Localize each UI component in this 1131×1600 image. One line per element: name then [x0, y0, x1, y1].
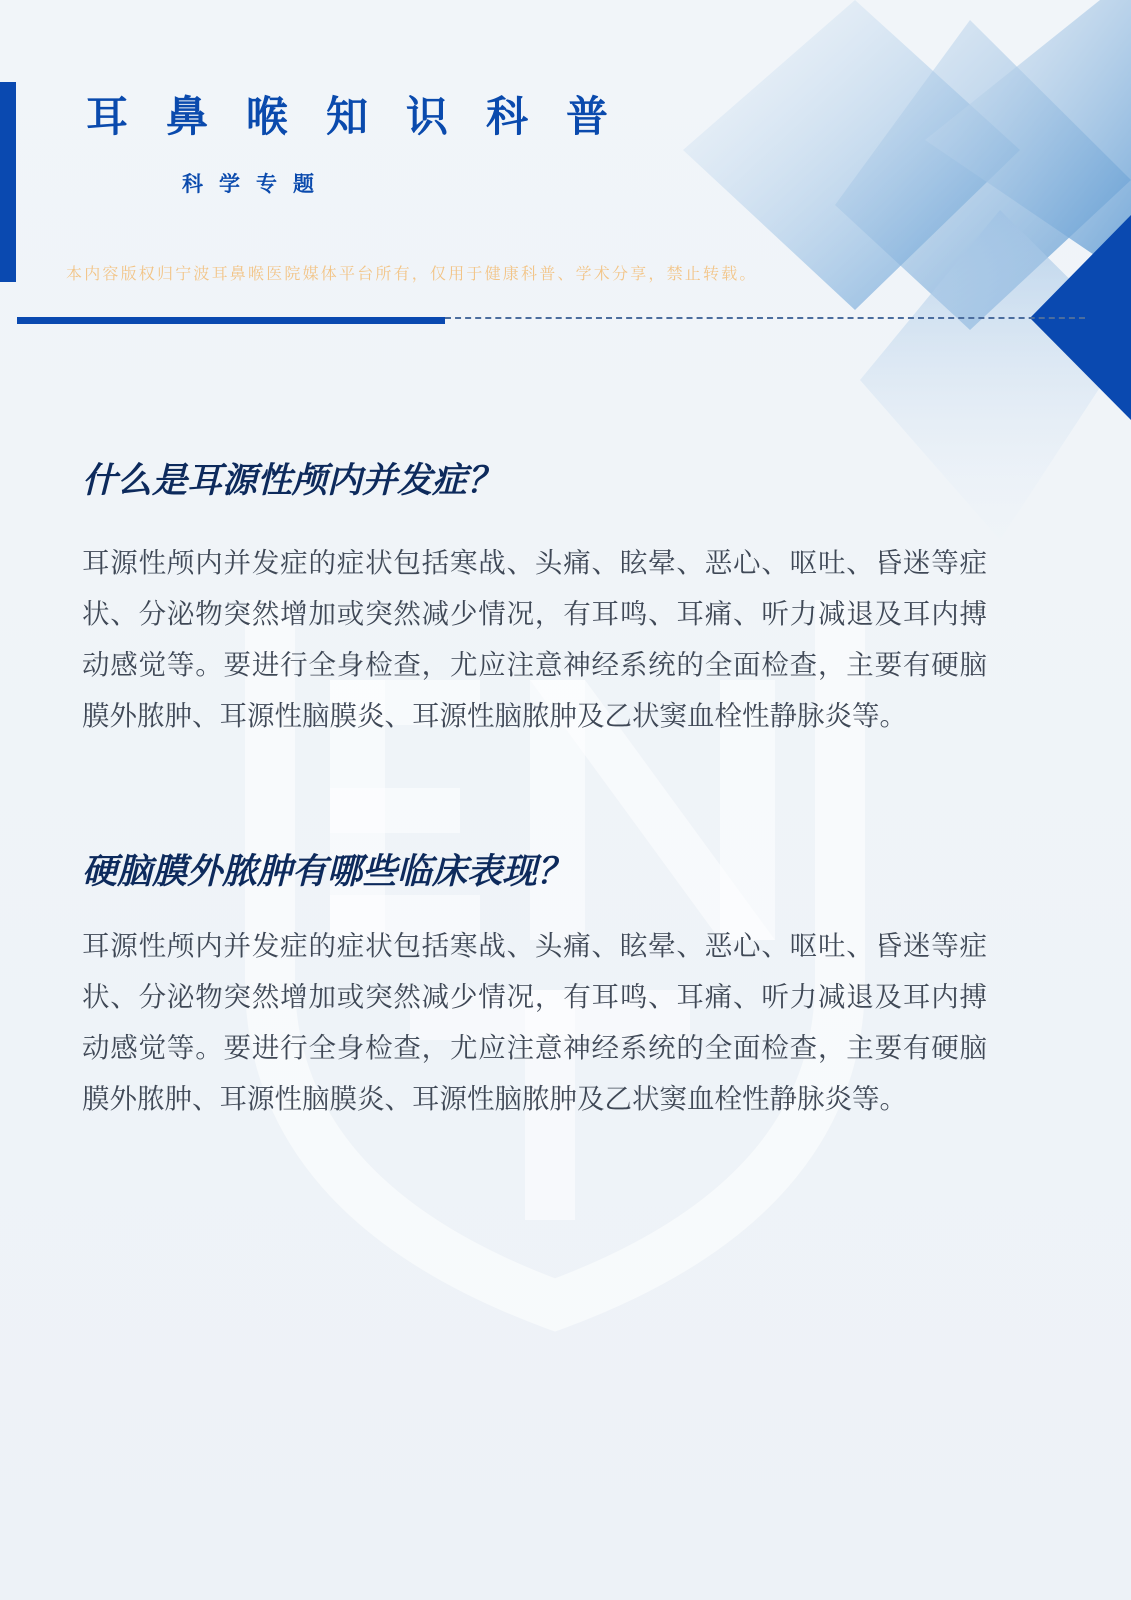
header-divider-dashed [445, 317, 1085, 319]
page-title: 耳鼻喉知识科普 [86, 92, 647, 141]
header-divider-solid [17, 317, 445, 324]
section-body: 耳源性颅内并发症的症状包括寒战、头痛、眩晕、恶心、呕吐、昏迷等症状、分泌物突然增加或突然减少情况，有耳鸣、耳痛、听力减退及耳内搏动感觉等。要进行全身检查，尤应注意神经系统的全面检查，主要有硬脑膜外脓肿、耳源性脑膜炎、耳源性脑脓肿及乙状窦血栓性静脉炎等。 [82, 547, 987, 732]
page-subtitle: 科学专题 [182, 172, 330, 196]
section-heading: 硬脑膜外脓肿有哪些临床表现？ [82, 852, 573, 892]
section-heading: 什么是耳源性颅内并发症？ [82, 461, 503, 501]
copyright-notice: 本内容版权归宁波耳鼻喉医院媒体平台所有，仅用于健康科普、学术分享，禁止转载。 [66, 264, 758, 283]
section-body: 耳源性颅内并发症的症状包括寒战、头痛、眩晕、恶心、呕吐、昏迷等症状、分泌物突然增加或突然减少情况，有耳鸣、耳痛、听力减退及耳内搏动感觉等。要进行全身检查，尤应注意神经系统的全面检查，主要有硬脑膜外脓肿、耳源性脑膜炎、耳源性脑脓肿及乙状窦血栓性静脉炎等。 [82, 930, 987, 1115]
left-accent-bar [0, 82, 16, 282]
